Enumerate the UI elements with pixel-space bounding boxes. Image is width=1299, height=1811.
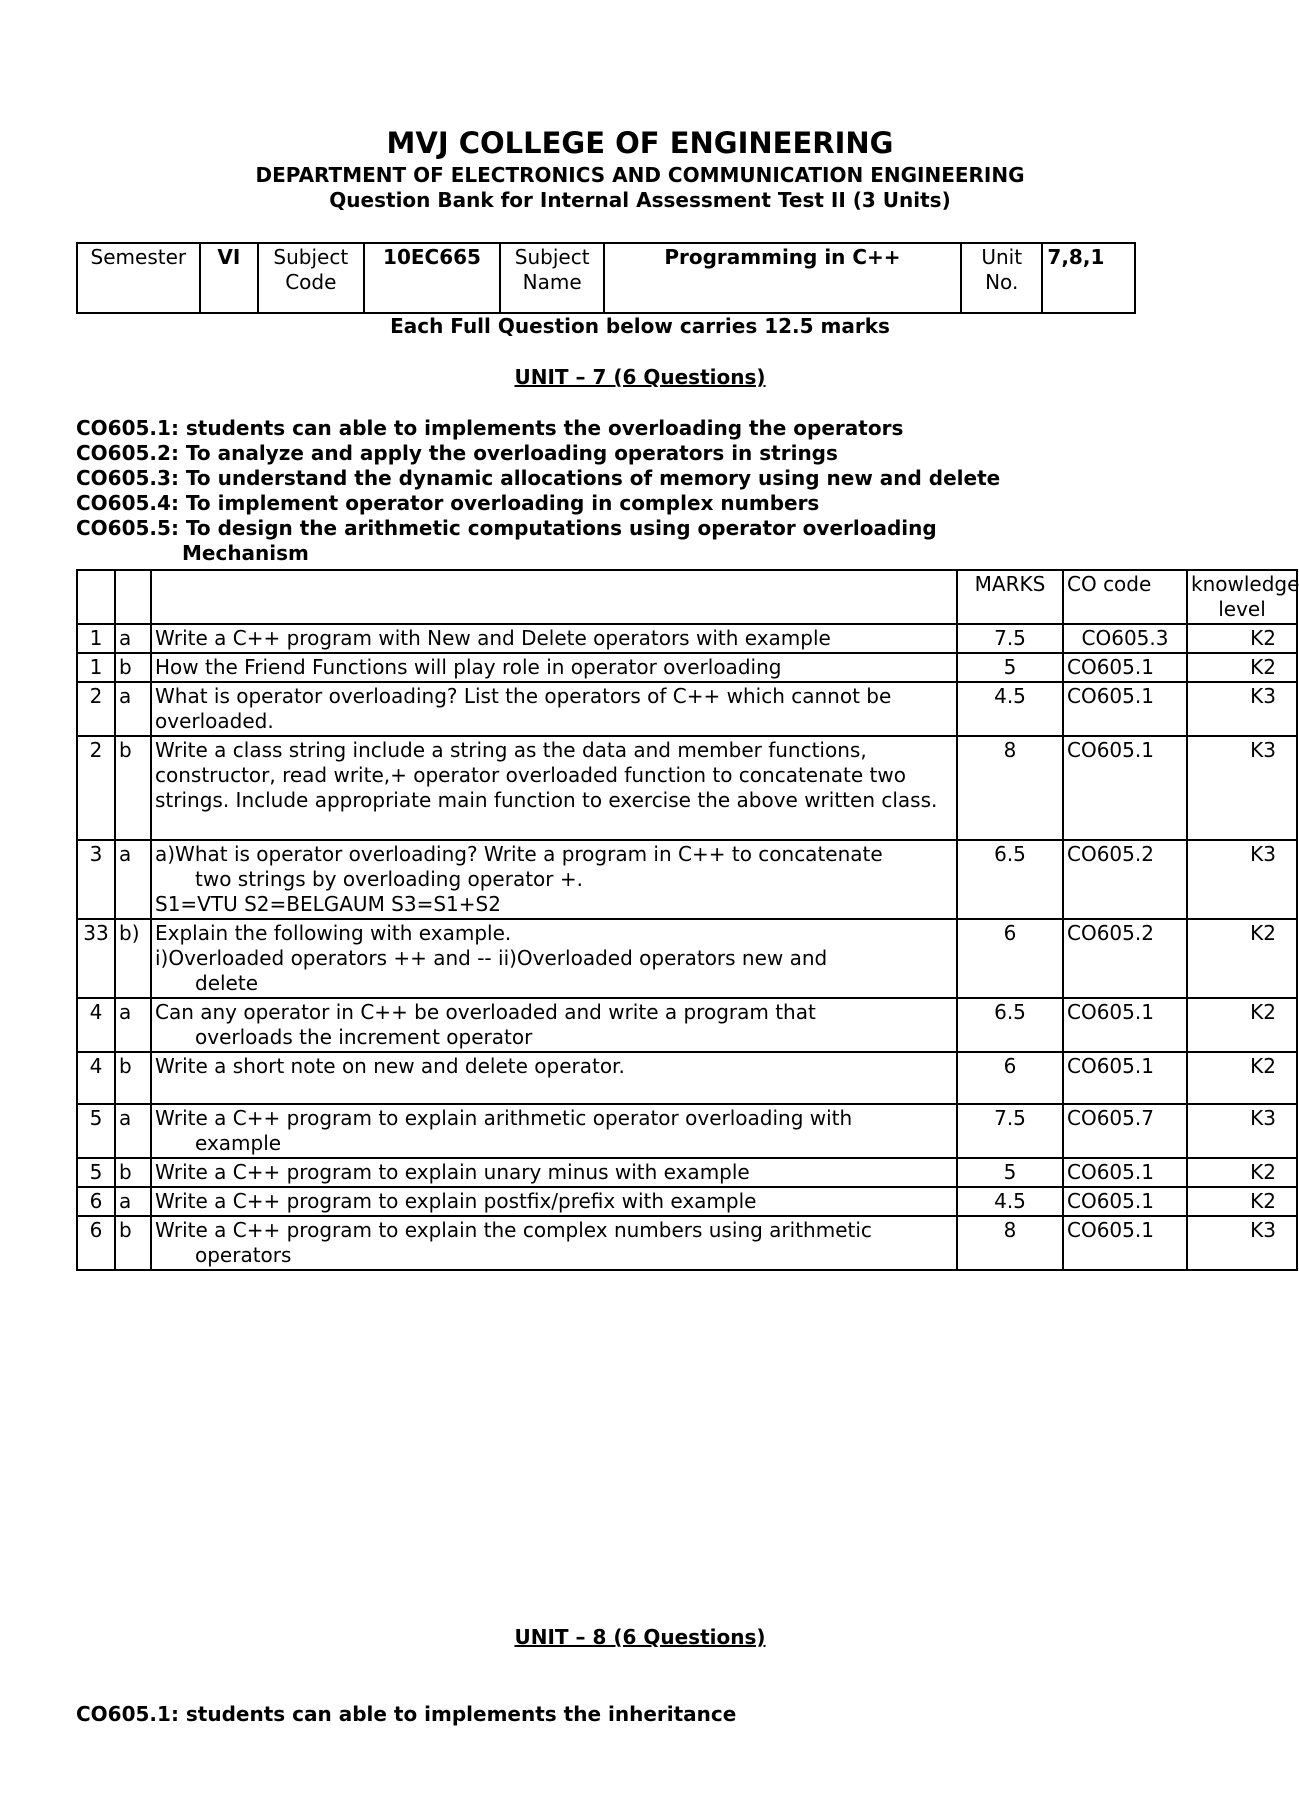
question-knowledge-level: K3 (1187, 682, 1297, 736)
outcome: CO605.3: To understand the dynamic allocations of memory using new and delete (76, 466, 1001, 490)
question-co-code: CO605.1 (1063, 1216, 1187, 1270)
question-line: Write a C++ program with New and Delete operators with example (155, 626, 831, 650)
question-marks: 6 (957, 919, 1063, 998)
question-marks: 7.5 (957, 624, 1063, 653)
marks-header: MARKS (957, 570, 1063, 624)
question-co-code: CO605.1 (1063, 998, 1187, 1052)
question-co-code: CO605.1 (1063, 1187, 1187, 1216)
question-number: 5 (77, 1158, 115, 1187)
document-subtitle: Question Bank for Internal Assessment Test II (3 Units) (329, 188, 951, 212)
question-knowledge-level: K3 (1187, 1104, 1297, 1158)
table-row (77, 736, 1297, 840)
outcome: CO605.1: students can able to implements the overloading the operators (76, 416, 904, 440)
question-marks: 4.5 (957, 1187, 1063, 1216)
question-number: 6 (77, 1216, 115, 1270)
question-knowledge-level: K2 (1187, 653, 1297, 682)
question-line: example (195, 1131, 282, 1155)
question-knowledge-level: K2 (1187, 1158, 1297, 1187)
question-line: How the Friend Functions will play role in operator overloading (155, 655, 782, 679)
question-part: a (115, 1187, 151, 1216)
question-part: b (115, 1052, 151, 1104)
question-part: b (115, 1216, 151, 1270)
question-co-code: CO605.7 (1063, 1104, 1187, 1158)
question-co-code: CO605.1 (1063, 1052, 1187, 1104)
question-part: b (115, 736, 151, 840)
question-line: Write a short note on new and delete operator. (155, 1054, 625, 1078)
subject-code-value: 10EC665 (364, 243, 501, 313)
question-line: overloads the increment operator (195, 1025, 533, 1049)
table-row (77, 653, 1297, 682)
question-line: Write a class string include a string as the data and member functions, constructor, read write,+ operator overloaded function to concatenate two strings. Include appropriate main function to exercise the above written class. (155, 738, 938, 812)
question-line: two strings by overloading operator +. (195, 867, 583, 891)
question-marks: 5 (957, 1158, 1063, 1187)
question-marks: 6.5 (957, 840, 1063, 919)
question-line: Write a C++ program to explain arithmetic operator overloading with (155, 1106, 853, 1130)
question-knowledge-level: K2 (1187, 1052, 1297, 1104)
question-marks: 4.5 (957, 682, 1063, 736)
question-co-code: CO605.2 (1063, 840, 1187, 919)
semester-value: VI (200, 243, 258, 313)
subject-name-value: Programming in C++ (604, 243, 961, 313)
question-text (151, 998, 957, 1052)
table-row (77, 1052, 1297, 1104)
marks-note: Each Full Question below carries 12.5 marks (390, 314, 890, 338)
question-knowledge-level: K2 (1187, 1187, 1297, 1216)
question-text (151, 919, 957, 998)
table-row (77, 682, 1297, 736)
question-part: a (115, 998, 151, 1052)
question-knowledge-level: K2 (1187, 998, 1297, 1052)
question-marks: 7.5 (957, 1104, 1063, 1158)
table-row (77, 919, 1297, 998)
question-marks: 6.5 (957, 998, 1063, 1052)
unit-7-outcomes (76, 416, 1000, 566)
question-text (151, 736, 957, 840)
question-text (151, 1104, 957, 1158)
question-part: a (115, 840, 151, 919)
question-co-code: CO605.1 (1063, 736, 1187, 840)
question-line: a)What is operator overloading? Write a program in C++ to concatenate (155, 842, 883, 866)
question-text (151, 682, 957, 736)
question-line: operators (195, 1243, 292, 1267)
department-title: DEPARTMENT OF ELECTRONICS AND COMMUNICATION ENGINEERING (255, 163, 1025, 187)
question-marks: 8 (957, 736, 1063, 840)
question-text (151, 840, 957, 919)
question-part: b (115, 1158, 151, 1187)
question-line: Explain the following with example. (155, 921, 512, 945)
table-row (77, 1187, 1297, 1216)
question-co-code: CO605.1 (1063, 682, 1187, 736)
question-text (151, 653, 957, 682)
outcome: CO605.4: To implement operator overloading in complex numbers (76, 491, 820, 515)
question-line: delete (195, 971, 259, 995)
outcome-continuation: Mechanism (182, 541, 309, 565)
question-line: Write a C++ program to explain the complex numbers using arithmetic (155, 1218, 872, 1242)
unit-8-heading: UNIT – 8 (6 Questions) (514, 1625, 766, 1649)
question-line: What is operator overloading? List the operators of C++ which cannot be overloaded. (155, 684, 892, 733)
question-text (151, 1052, 957, 1104)
question-marks: 5 (957, 653, 1063, 682)
question-knowledge-level: K2 (1187, 919, 1297, 998)
table-row (77, 998, 1297, 1052)
question-number: 5 (77, 1104, 115, 1158)
semester-label: Semester (77, 243, 200, 313)
question-number: 2 (77, 736, 115, 840)
question-knowledge-level: K3 (1187, 736, 1297, 840)
table-header-row (77, 570, 1297, 624)
unit-8-outcome: CO605.1: students can able to implements the inheritance (76, 1702, 737, 1726)
question-line: i)Overloaded operators ++ and -- ii)Overloaded operators new and (155, 946, 828, 970)
question-part: a (115, 682, 151, 736)
table-row (77, 624, 1297, 653)
question-number: 33 (77, 919, 115, 998)
subject-name-label: Subject Name (500, 243, 604, 313)
question-part: b (115, 653, 151, 682)
subject-code-label: Subject Code (258, 243, 364, 313)
subject-info-table (76, 242, 1136, 314)
question-text (151, 1187, 957, 1216)
question-co-code: CO605.1 (1063, 1158, 1187, 1187)
outcome: CO605.2: To analyze and apply the overloading operators in strings (76, 441, 838, 465)
question-knowledge-level: K2 (1187, 624, 1297, 653)
table-row (77, 1158, 1297, 1187)
question-knowledge-level: K3 (1187, 1216, 1297, 1270)
table-row (77, 1104, 1297, 1158)
question-co-code: CO605.1 (1063, 653, 1187, 682)
question-number: 4 (77, 998, 115, 1052)
question-line: Write a C++ program to explain postfix/prefix with example (155, 1189, 757, 1213)
question-part: b) (115, 919, 151, 998)
table-row (77, 840, 1297, 919)
question-number: 1 (77, 624, 115, 653)
question-part: a (115, 624, 151, 653)
question-marks: 8 (957, 1216, 1063, 1270)
question-table (76, 569, 1298, 1271)
knowledge-level-header: knowledge level (1187, 570, 1297, 624)
question-number: 2 (77, 682, 115, 736)
outcome: CO605.5: To design the arithmetic computations using operator overloading (76, 516, 937, 540)
question-part: a (115, 1104, 151, 1158)
question-marks: 6 (957, 1052, 1063, 1104)
question-number: 1 (77, 653, 115, 682)
unit-7-heading: UNIT – 7 (6 Questions) (514, 365, 766, 389)
question-text (151, 1158, 957, 1187)
question-text (151, 1216, 957, 1270)
table-row (77, 1216, 1297, 1270)
question-number: 6 (77, 1187, 115, 1216)
question-text (151, 624, 957, 653)
question-line: Write a C++ program to explain unary minus with example (155, 1160, 750, 1184)
co-code-header: CO code (1063, 570, 1187, 624)
question-line: Can any operator in C++ be overloaded and write a program that (155, 1000, 816, 1024)
unit-label: Unit No. (961, 243, 1042, 313)
question-knowledge-level: K3 (1187, 840, 1297, 919)
college-title: MVJ COLLEGE OF ENGINEERING (386, 126, 894, 160)
question-line: S1=VTU S2=BELGAUM S3=S1+S2 (155, 892, 501, 916)
unit-value: 7,8,1 (1042, 243, 1135, 313)
question-number: 3 (77, 840, 115, 919)
question-co-code: CO605.3 (1063, 624, 1187, 653)
question-number: 4 (77, 1052, 115, 1104)
question-co-code: CO605.2 (1063, 919, 1187, 998)
